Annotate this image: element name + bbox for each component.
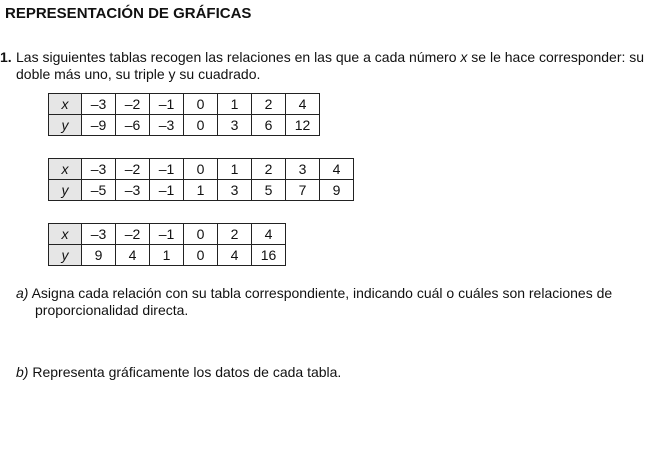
statement-text: Las siguientes tablas recogen las relaciones en las que a cada número [16,49,461,65]
table-cell: –2 [116,224,150,245]
table-cell: –3 [150,115,184,136]
table-cell: –5 [82,180,116,201]
value-table-3 [48,223,286,266]
table-header-y: y [49,115,82,136]
table-cell: 2 [252,159,286,180]
table-header-y: y [49,245,82,266]
table-cell: –2 [116,159,150,180]
table-cell: 3 [218,115,252,136]
table-cell: 0 [184,159,218,180]
table-row-y [49,245,286,266]
table-cell: 5 [252,180,286,201]
table-row-y [49,115,320,136]
table-cell: 4 [218,245,252,266]
exercise-statement [16,49,644,83]
table-cell: –6 [116,115,150,136]
table-cell: 1 [218,94,252,115]
table-row-x [49,159,354,180]
table-header-x: x [49,159,82,180]
table-cell: 1 [218,159,252,180]
table-cell: –1 [150,159,184,180]
table-cell: 2 [218,224,252,245]
part-a-letter: a) [16,285,29,301]
statement-variable: x [460,49,468,65]
table-cell: 4 [286,94,320,115]
table-cell: 6 [252,115,286,136]
table-header-y: y [49,180,82,201]
table-cell: –1 [150,94,184,115]
table-row-x [49,224,286,245]
table-cell: 2 [252,94,286,115]
table-cell: –2 [116,94,150,115]
table-cell: 4 [116,245,150,266]
table-cell: 0 [184,224,218,245]
table-cell: 1 [150,245,184,266]
table-cell: –3 [82,94,116,115]
table-cell: 1 [184,180,218,201]
value-table-2 [48,158,354,201]
table-cell: –3 [82,224,116,245]
table-cell: 9 [320,180,354,201]
part-b [16,364,341,381]
statement-text: se le hace corresponder: su [467,49,645,65]
table-cell: –1 [150,224,184,245]
exercise-number: 1. [0,49,12,65]
statement-line-1 [16,49,644,66]
part-a-line-1: Asigna cada relación con su tabla correspondiente, indicando cuál o cuáles son relaciones de [31,285,613,301]
part-b-text: Representa gráficamente los datos de cada tabla. [32,364,342,380]
table-header-x: x [49,94,82,115]
table-cell: 9 [82,245,116,266]
part-a-line-2: proporcionalidad directa. [35,302,189,318]
table-row-y [49,180,354,201]
table-cell: 16 [252,245,286,266]
table-cell: 4 [320,159,354,180]
table-cell: 0 [184,94,218,115]
page-title: REPRESENTACIÓN DE GRÁFICAS [5,5,252,22]
table-cell: 7 [286,180,320,201]
table-cell: –9 [82,115,116,136]
table-row-x [49,94,320,115]
table-cell: 3 [218,180,252,201]
table-cell: 3 [286,159,320,180]
part-a [16,285,612,319]
table-cell: 12 [286,115,320,136]
table-cell: 4 [252,224,286,245]
part-b-letter: b) [16,364,29,380]
table-cell: 0 [184,115,218,136]
table-header-x: x [49,224,82,245]
table-cell: –3 [82,159,116,180]
statement-line-2: doble más uno, su triple y su cuadrado. [16,66,261,82]
table-cell: –1 [150,180,184,201]
value-table-1 [48,93,320,136]
table-cell: 0 [184,245,218,266]
table-cell: –3 [116,180,150,201]
